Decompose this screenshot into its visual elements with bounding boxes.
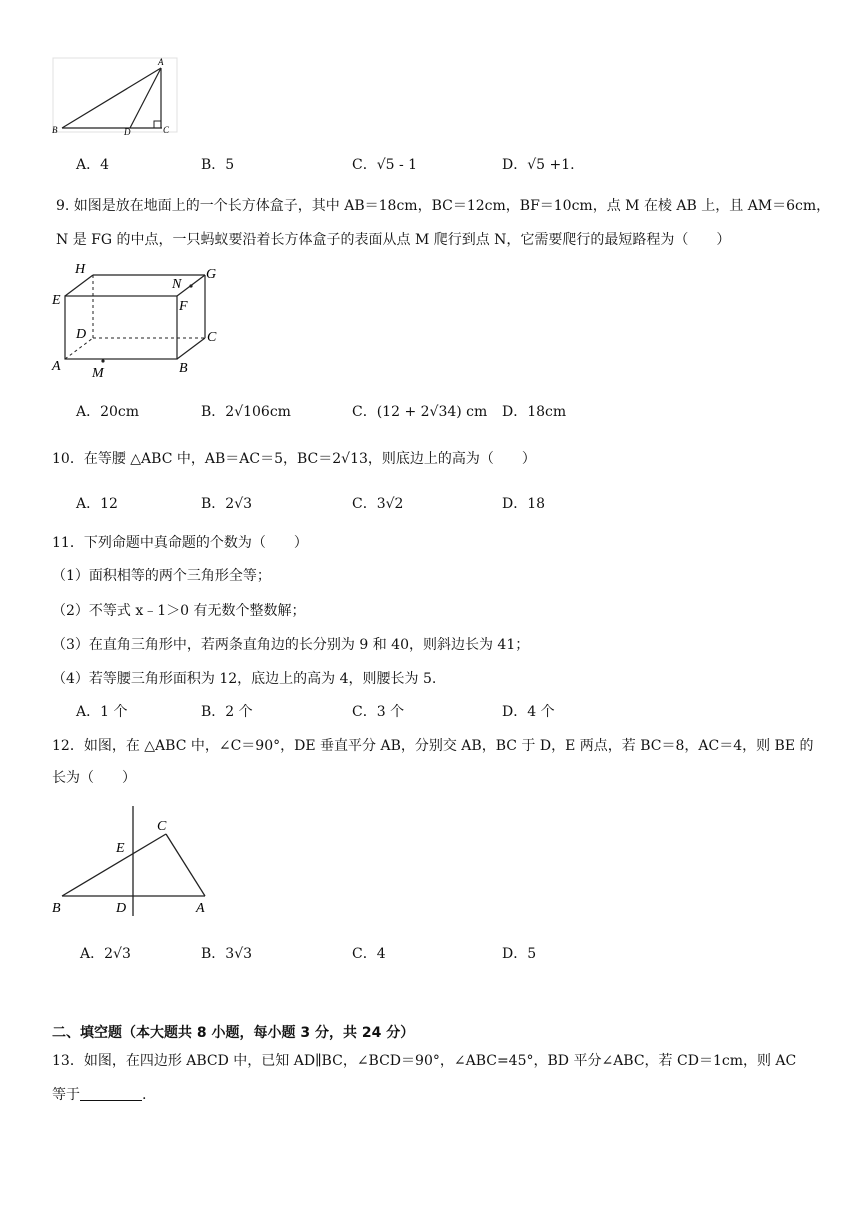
label-A: A [52,359,61,374]
label-B: B [52,125,58,135]
q11-option-b[interactable]: B．2 个 [201,704,253,720]
q10-option-b[interactable]: B．2√3 [201,496,253,512]
label-E: E [52,293,61,308]
label-D: D [76,327,87,342]
label-N: N [172,277,182,292]
label-F: F [179,299,188,314]
q9-stem-line1: 9. 如图是放在地面上的一个长方体盒子，其中 AB＝18cm，BC＝12cm，BF＝10cm，点 M 在棱 AB 上，且 AM＝6cm， [56,198,831,214]
label-C: C [163,125,170,135]
q10-option-c[interactable]: C．3√2 [352,496,404,512]
section-heading: 二、填空题（本大题共 8 小题，每小题 3 分，共 24 分） [52,1025,415,1041]
q11-option-c[interactable]: C．3 个 [352,704,405,720]
label-C: C [207,330,217,345]
q8-option-d[interactable]: D．√5 +1. [502,157,575,173]
q10-option-d[interactable]: D．18 [502,496,546,512]
q9-stem-line2: N 是 FG 的中点，一只蚂蚁要沿着长方体盒子的表面从点 M 爬行到点 N，它需要爬行的最短路程为（ ） [56,232,731,248]
q11-item-4: （4）若等腰三角形面积为 12，底边上的高为 4，则腰长为 5. [52,671,437,687]
q10-stem: 10．在等腰 △ABC 中，AB＝AC＝5，BC＝2√13，则底边上的高为（ ） [52,451,536,467]
q13-end-text: . [142,1087,147,1103]
q8-option-a[interactable]: A．4 [76,157,110,173]
label-G: G [206,267,217,282]
answer-blank[interactable] [80,1086,142,1101]
q8-figure [50,55,180,135]
q11-option-d[interactable]: D．4 个 [502,704,555,720]
q10-option-a[interactable]: A．12 [76,496,118,512]
q12-option-c[interactable]: C．4 [352,946,386,962]
q9-option-b[interactable]: B．2√106cm [201,404,291,420]
q11-option-a[interactable]: A．1 个 [76,704,128,720]
q9-option-d[interactable]: D．18cm [502,404,567,420]
q11-stem: 11．下列命题中真命题的个数为（ ） [52,535,308,551]
q12-option-a[interactable]: A．2√3 [80,946,131,962]
label-E: E [116,841,125,856]
q9-option-c[interactable]: C．(12 + 2√34) cm [352,404,488,420]
q11-item-2: （2）不等式 x﹣1＞0 有无数个整数解； [52,603,306,619]
q9-option-a[interactable]: A．20cm [76,404,140,420]
label-D: D [116,901,127,916]
label-D: D [124,127,131,135]
label-B: B [179,361,188,376]
label-H: H [75,262,86,277]
label-A: A [196,901,205,916]
q9-box-figure [48,260,228,385]
q12-stem-line1: 12．如图，在 △ABC 中，∠C＝90°，DE 垂直平分 AB，分别交 AB，BC 于 D，E 两点，若 BC＝8，AC＝4，则 BE 的 [52,738,814,754]
q12-triangle-figure [48,800,218,920]
label-B: B [52,901,61,916]
label-M: M [92,366,104,381]
q11-item-3: （3）在直角三角形中，若两条直角边的长分别为 9 和 40，则斜边长为 41； [52,637,530,653]
q8-option-b[interactable]: B．5 [201,157,235,173]
q11-item-1: （1）面积相等的两个三角形全等； [52,568,271,584]
q13-lead-text: 等于 [52,1087,80,1103]
q13-stem-line2 [52,1085,146,1105]
label-C: C [157,819,167,834]
label-A: A [158,57,164,67]
q12-option-d[interactable]: D．5 [502,946,537,962]
q13-stem-line1: 13．如图，在四边形 ABCD 中，已知 AD∥BC，∠BCD＝90°，∠ABC=45°，BD 平分∠ABC，若 CD＝1cm，则 AC [52,1053,797,1069]
q12-option-b[interactable]: B．3√3 [201,946,253,962]
q8-option-c[interactable]: C．√5 ‑ 1 [352,157,418,173]
q12-stem-line2: 长为（ ） [52,770,136,786]
